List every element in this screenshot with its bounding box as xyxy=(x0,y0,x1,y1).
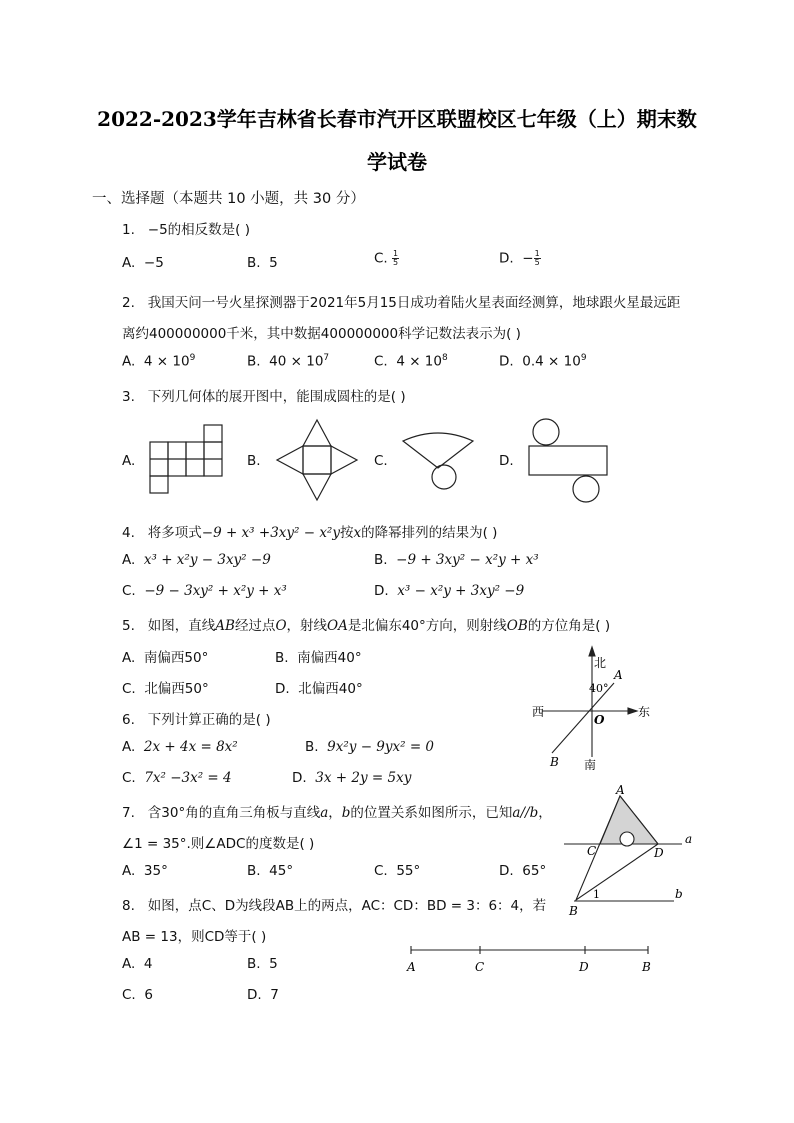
label-D: D xyxy=(654,846,664,860)
page-title: 2022-2023学年吉林省长春市汽开区联盟校区七年级（上）期末数 xyxy=(97,107,697,131)
net-cube-figure xyxy=(148,424,224,494)
question-7-line2: ∠1 = 35°.则∠ADC的度数是( ) xyxy=(122,836,315,852)
page-title-line2: 学试卷 xyxy=(367,150,427,174)
question-6: 6. 下列计算正确的是( ) xyxy=(122,712,271,728)
question-8: 8. 如图，点C、D为线段AB上的两点，AC：CD：BD = 3：6：4，若 xyxy=(122,898,547,914)
label-south: 南 xyxy=(584,758,597,772)
question-4: 4. 将多项式−9 + x³ +3xy² − x²y按x的降幂排列的结果为( ) xyxy=(122,525,498,541)
question-1: 1. −5的相反数是( ) xyxy=(122,222,250,238)
q8-option-a[interactable]: A. 4 xyxy=(122,956,153,972)
q1-option-a[interactable]: A. −5 xyxy=(122,255,164,271)
q6-option-c[interactable]: C. 7x² −3x² = 4 xyxy=(122,770,232,786)
q2-option-c[interactable]: C. $4 \times 10^8$ xyxy=(374,353,448,370)
q5-option-a[interactable]: A. 南偏西50° xyxy=(122,650,209,666)
q1-option-c[interactable]: C. $\frac{1}{5}$ xyxy=(374,249,399,267)
q5-option-d[interactable]: D. 北偏西40° xyxy=(275,681,363,697)
q3-option-a[interactable]: A. xyxy=(122,453,136,469)
q2-option-a[interactable]: A. $4 \times 10^9$ xyxy=(122,353,196,370)
question-3: 3. 下列几何体的展开图中，能围成圆柱的是( ) xyxy=(122,389,406,405)
q8-option-d[interactable]: D. 7 xyxy=(247,987,279,1003)
q7-option-b[interactable]: B. 45° xyxy=(247,863,294,879)
net-cone-figure xyxy=(398,428,486,492)
question-2: 2. 我国天问一号火星探测器于2021年5月15日成功着陆火星表面经测算，地球跟火星最远距 xyxy=(122,295,681,311)
label-east: 东 xyxy=(638,705,651,719)
net-pyramid-figure xyxy=(274,418,360,502)
q2-option-b[interactable]: B. $40 \times 10^7$ xyxy=(247,353,330,370)
q1-option-b[interactable]: B. 5 xyxy=(247,255,278,271)
compass-figure xyxy=(528,645,664,773)
q7-option-d[interactable]: D. 65° xyxy=(499,863,547,879)
label-north: 北 xyxy=(594,656,607,670)
q8-option-b[interactable]: B. 5 xyxy=(247,956,278,972)
question-8-line2: AB = 13，则CD等于( ) xyxy=(122,929,267,945)
q7-option-c[interactable]: C. 55° xyxy=(374,863,421,879)
q5-option-b[interactable]: B. 南偏西40° xyxy=(275,650,362,666)
label-line-b: b xyxy=(675,887,683,901)
q8-option-c[interactable]: C. 6 xyxy=(122,987,153,1003)
q4-option-c[interactable]: C. −9 − 3xy² + x²y + x³ xyxy=(122,583,287,599)
q6-option-d[interactable]: D. 3x + 2y = 5xy xyxy=(292,770,412,786)
label-line-a: a xyxy=(685,832,693,846)
label-angle: 40° xyxy=(589,682,609,695)
label-C: C xyxy=(475,960,485,974)
q4-option-a[interactable]: A. x³ + x²y − 3xy² −9 xyxy=(122,552,271,568)
triangle-figure xyxy=(560,782,696,918)
fraction: $\frac{1}{5}$ xyxy=(534,249,540,267)
label-B: B xyxy=(569,904,578,918)
q2-option-d[interactable]: D. $0.4 \times 10^9$ xyxy=(499,353,587,370)
label-b: B xyxy=(550,755,559,769)
question-5: 5. 如图，直线AB经过点O，射线OA是北偏东40°方向，则射线OB的方位角是( ) xyxy=(122,618,611,634)
q6-option-a[interactable]: A. 2x + 4x = 8x² xyxy=(122,739,238,755)
label-A: A xyxy=(407,960,416,974)
q3-option-d[interactable]: D. xyxy=(499,453,514,469)
segment-figure xyxy=(402,940,662,976)
q6-option-b[interactable]: B. 9x²y − 9yx² = 0 xyxy=(305,739,435,755)
label-o: O xyxy=(594,713,605,727)
north-arrow-icon xyxy=(589,647,595,656)
label-C: C xyxy=(587,844,597,858)
q7-option-a[interactable]: A. 35° xyxy=(122,863,168,879)
label-angle-1: 1 xyxy=(593,888,600,901)
q1-option-d[interactable]: D. − $\frac{1}{5}$ xyxy=(499,249,540,267)
hole-circle xyxy=(620,832,634,846)
q5-option-c[interactable]: C. 北偏西50° xyxy=(122,681,209,697)
q4-option-b[interactable]: B. −9 + 3xy² − x²y + x³ xyxy=(374,552,539,568)
net-cylinder-figure xyxy=(526,417,610,505)
q3-option-c[interactable]: C. xyxy=(374,453,388,469)
label-B: B xyxy=(642,960,651,974)
question-7: 7. 含30°角的直角三角板与直线a，b的位置关系如图所示，已知a//b， xyxy=(122,805,552,821)
label-west: 西 xyxy=(532,705,545,719)
q3-option-b[interactable]: B. xyxy=(247,453,261,469)
label-A: A xyxy=(616,783,625,797)
section-heading: 一、选择题（本题共 10 小题，共 30 分） xyxy=(92,191,365,207)
question-2-line2: 离约400000000千米，其中数据400000000科学记数法表示为( ) xyxy=(122,326,521,342)
fraction: $\frac{1}{5}$ xyxy=(393,249,399,267)
east-arrow-icon xyxy=(628,708,637,714)
label-D: D xyxy=(579,960,589,974)
label-a: A xyxy=(614,668,623,682)
q4-option-d[interactable]: D. x³ − x²y + 3xy² −9 xyxy=(374,583,525,599)
